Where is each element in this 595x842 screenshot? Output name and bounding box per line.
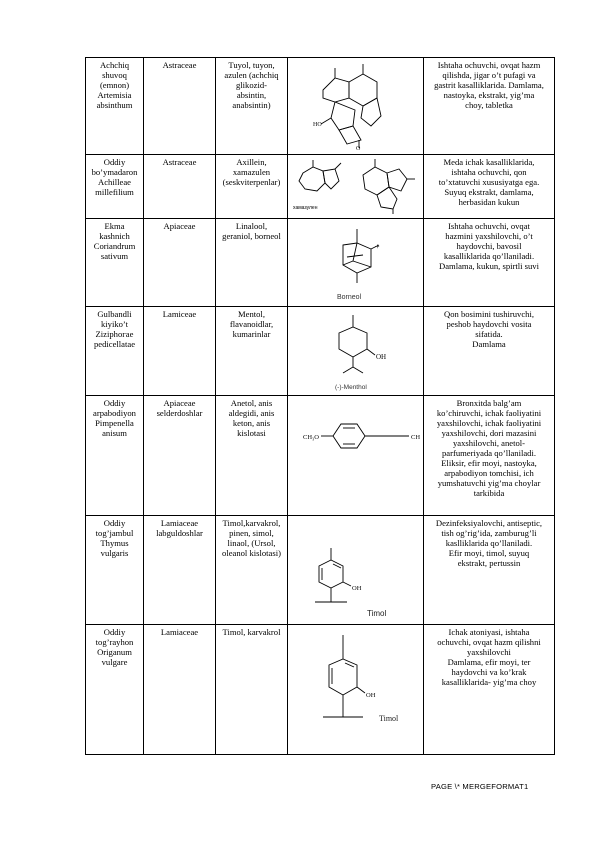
atom-label: OH xyxy=(366,692,376,699)
structure-caption: Timol xyxy=(367,609,387,618)
usage-cell: Dezinfeksiyalovchi, antiseptic, tish og’rig’ida, zamburug’li kaslliklarida qo’llaniladi. Efir moyi, timol, suyuq ekstrakt, pertussin xyxy=(424,516,555,625)
family-cell: Astraceae xyxy=(144,155,216,219)
compounds-cell: Timol,karvakrol, pinen, simol, linaol, (Ursol, oleanol kislotasi) xyxy=(216,516,288,625)
family-cell: Lamiaceae xyxy=(144,625,216,755)
structure-caption: Timol xyxy=(379,714,399,723)
svg-text:+: + xyxy=(374,242,380,251)
plant-name-cell: Achchiq shuvoq (emnon) Artemisia absinthum xyxy=(86,58,144,155)
plant-name-cell: Oddiy tog’jambul Thymus vulgaris xyxy=(86,516,144,625)
structure-cell xyxy=(288,307,424,396)
compounds-cell: Timol, karvakrol xyxy=(216,625,288,755)
thymol-structure-image xyxy=(289,542,423,622)
structure-caption: Borneol xyxy=(336,294,361,301)
structure-cell xyxy=(288,155,424,219)
menthol-structure-image xyxy=(291,309,421,393)
structure-cell xyxy=(288,396,424,516)
atom-label: HO xyxy=(312,122,322,128)
plant-name-cell: Oddiy tog’rayhon Origanum vulgare xyxy=(86,625,144,755)
table-row xyxy=(86,625,555,755)
page-footer-field-code: PAGE \* MERGEFORMAT1 xyxy=(431,782,529,791)
usage-cell: Bronxitda balg’am ko’chiruvchi, ichak faoliyatini yaxshilovchi, ichak faoliyatini yaxshilovchi, dori mazasini yaxshilovchi, anetol- parfumeriyada qo’llaniladi. Eliksir, efir moyi, nastoyka, arpabodiyon tomchisi, ich yumshatuvchi yig’ma choylar tarkibida xyxy=(424,396,555,516)
atom-label: CH₃O xyxy=(303,434,319,441)
family-cell: Apiaceae xyxy=(144,219,216,307)
compounds-cell: Axillein, xamazulen (seskviterpenlar) xyxy=(216,155,288,219)
table-row xyxy=(86,155,555,219)
chamazulene-structure-image xyxy=(291,157,421,215)
usage-cell: Ishtaha ochuvchi, ovqat hazm qilishda, jigar o’t pufagi va gastrit kasalliklarida. Damlama, nastoyka, ekstrakt, yig’ma choy, tabletka xyxy=(424,58,555,155)
structure-cell xyxy=(288,516,424,625)
anethole-structure-image xyxy=(289,418,423,458)
compounds-cell: Tuyol, tuyon, azulen (achchiq glikozid- absintin, anabsintin) xyxy=(216,58,288,155)
plant-name-cell: Oddiy bo’ymadaron Achilleae millefilium xyxy=(86,155,144,219)
structure-cell xyxy=(288,58,424,155)
usage-cell: Ishtaha ochuvchi, ovqat hazmini yaxshilovchi, o’t haydovchi, bavosil kasalliklarida qo’llaniladi. Damlama, kukun, spirtli suvi xyxy=(424,219,555,307)
compounds-cell: Linalool, geraniol, borneol xyxy=(216,219,288,307)
usage-cell: Qon bosimini tushiruvchi, peshob haydovchi vosita sifatida. Damlama xyxy=(424,307,555,396)
borneol-structure-image xyxy=(291,221,421,303)
atom-label: OH xyxy=(352,585,362,592)
structure-cell xyxy=(288,625,424,755)
atom-label: O xyxy=(355,146,360,150)
thymol-structure-image xyxy=(289,627,423,737)
table-row xyxy=(86,307,555,396)
usage-cell: Ichak atoniyasi, ishtaha ochuvchi, ovqat hazm qilishni yaxshilovchi Damlama, efir moyi, ter haydovchi va ko’krak kasalliklarida- yig’ma choy xyxy=(424,625,555,755)
table-row xyxy=(86,58,555,155)
table-row xyxy=(86,219,555,307)
structure-cell xyxy=(288,219,424,307)
family-cell: Astraceae xyxy=(144,58,216,155)
structure-caption: хамазулен xyxy=(292,205,317,211)
plant-name-cell: Gulbandli kiyiko’t Ziziphoгae pedicellatae xyxy=(86,307,144,396)
table-row xyxy=(86,396,555,516)
table-row xyxy=(86,516,555,625)
atom-label: CH xyxy=(411,434,421,441)
atom-label: OH xyxy=(375,353,386,361)
plant-name-cell: Ekma kashnich Coriandrum sativum xyxy=(86,219,144,307)
compounds-cell: Mentol, flavanoidlar, kumarinlar xyxy=(216,307,288,396)
usage-cell: Meda ichak kasalliklarida, ishtaha ochuvchi, qon to’xtatuvchi xususiyatga ega. Suyuq ekstrakt, damlama, herbasidan kukun xyxy=(424,155,555,219)
compounds-cell: Anetol, anis aldegidi, anis keton, anis kislotasi xyxy=(216,396,288,516)
family-cell: Lamiceae xyxy=(144,307,216,396)
family-cell: Apiaceae selderdoshlar xyxy=(144,396,216,516)
structure-caption: (-)-Menthol xyxy=(334,384,367,391)
family-cell: Lamiaceae labguldoshlar xyxy=(144,516,216,625)
absinthin-structure-image xyxy=(291,60,421,150)
plant-name-cell: Oddiy arpabodiyon Pimpenella anisum xyxy=(86,396,144,516)
herbs-table xyxy=(85,57,555,755)
